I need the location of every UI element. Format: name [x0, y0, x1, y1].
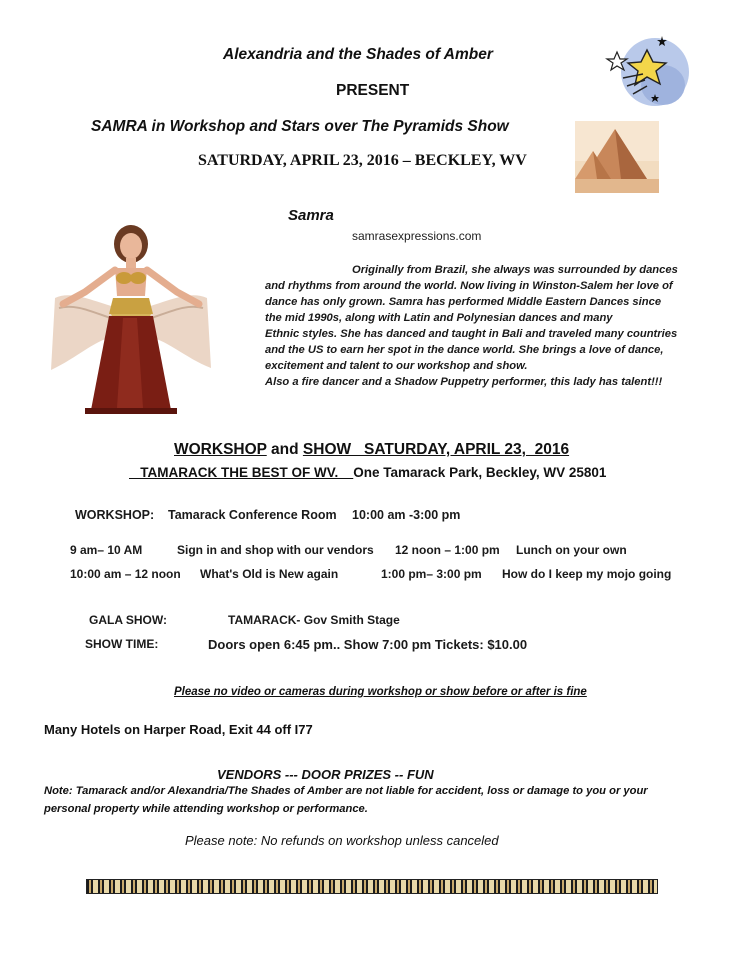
event-heading-and: and [266, 441, 303, 458]
liability-note-line1: Note: Tamarack and/or Alexandria/The Shades of Amber are not liable for accident, loss or damage to you or your [44, 785, 648, 797]
bio-line: excitement and talent to our workshop and show. [265, 360, 528, 372]
dancer-photo [45, 218, 217, 416]
performer-name: Samra [288, 207, 334, 224]
schedule-title: Lunch on your own [516, 543, 627, 557]
liability-note-line2: personal property while attending workshop or performance. [44, 803, 368, 815]
showtime-label: SHOW TIME: [85, 637, 159, 651]
workshop-room: Tamarack Conference Room [168, 508, 337, 522]
schedule-time: 10:00 am – 12 noon [70, 567, 181, 581]
pyramids-clipart-icon [575, 121, 659, 193]
workshop-hours: 10:00 am -3:00 pm [352, 508, 461, 522]
header-present: PRESENT [336, 82, 410, 99]
bio-line: dance has only grown. Samra has performed Middle Eastern Dances since [265, 296, 662, 308]
event-venue [129, 465, 606, 480]
schedule-time: 9 am– 10 AM [70, 543, 143, 557]
bio-line: and the US to earn her spot in the dance world. She brings a love of dance, [265, 344, 664, 356]
bio-line: and rhythms from around the world. Now living in Winston-Salem her love of [265, 280, 673, 292]
schedule-title: Sign in and shop with our vendors [177, 543, 374, 557]
bio-line: the mid 1990s, along with Latin and Polynesian dances and many [265, 312, 613, 324]
bio-line: Ethnic styles. She has danced and taught in Bali and traveled many countries [265, 328, 678, 340]
no-video-note: Please no video or cameras during workshop or show before or after is fine [174, 686, 587, 698]
showtime-value: Doors open 6:45 pm.. Show 7:00 pm Tickets: $10.00 [208, 637, 528, 652]
refunds-note: Please note: No refunds on workshop unless canceled [185, 833, 499, 848]
gala-value: TAMARACK- Gov Smith Stage [228, 613, 400, 627]
venue-name: TAMARACK THE BEST OF WV. [129, 465, 354, 480]
header-presenter: Alexandria and the Shades of Amber [223, 46, 493, 63]
performer-website[interactable]: samrasexpressions.com [352, 229, 482, 243]
vendors-line: VENDORS --- DOOR PRIZES -- FUN [217, 767, 434, 782]
workshop-label: WORKSHOP: [75, 508, 155, 522]
event-heading [174, 441, 569, 459]
event-heading-show-date: SHOW SATURDAY, APRIL 23, 2016 [302, 441, 570, 458]
bio-line: Also a fire dancer and a Shadow Puppetry performer, this lady has talent!!! [265, 376, 663, 388]
schedule-time: 1:00 pm– 3:00 pm [381, 567, 482, 581]
schedule-title: What's Old is New again [200, 567, 339, 581]
gala-label: GALA SHOW: [89, 613, 167, 627]
decorative-border [86, 879, 658, 894]
header-event-title: SAMRA in Workshop and Stars over The Pyramids Show [91, 118, 509, 135]
header-date: SATURDAY, APRIL 23, 2016 – BECKLEY, WV [198, 152, 527, 169]
event-heading-workshop: WORKSHOP [174, 441, 267, 458]
bio-line: Originally from Brazil, she always was surrounded by dances [352, 264, 678, 276]
hotels-note: Many Hotels on Harper Road, Exit 44 off I77 [44, 722, 313, 737]
venue-address: One Tamarack Park, Beckley, WV 25801 [353, 465, 607, 480]
schedule-time: 12 noon – 1:00 pm [395, 543, 500, 557]
stars-clipart-icon [603, 30, 693, 110]
schedule-title: How do I keep my mojo going [502, 567, 672, 581]
